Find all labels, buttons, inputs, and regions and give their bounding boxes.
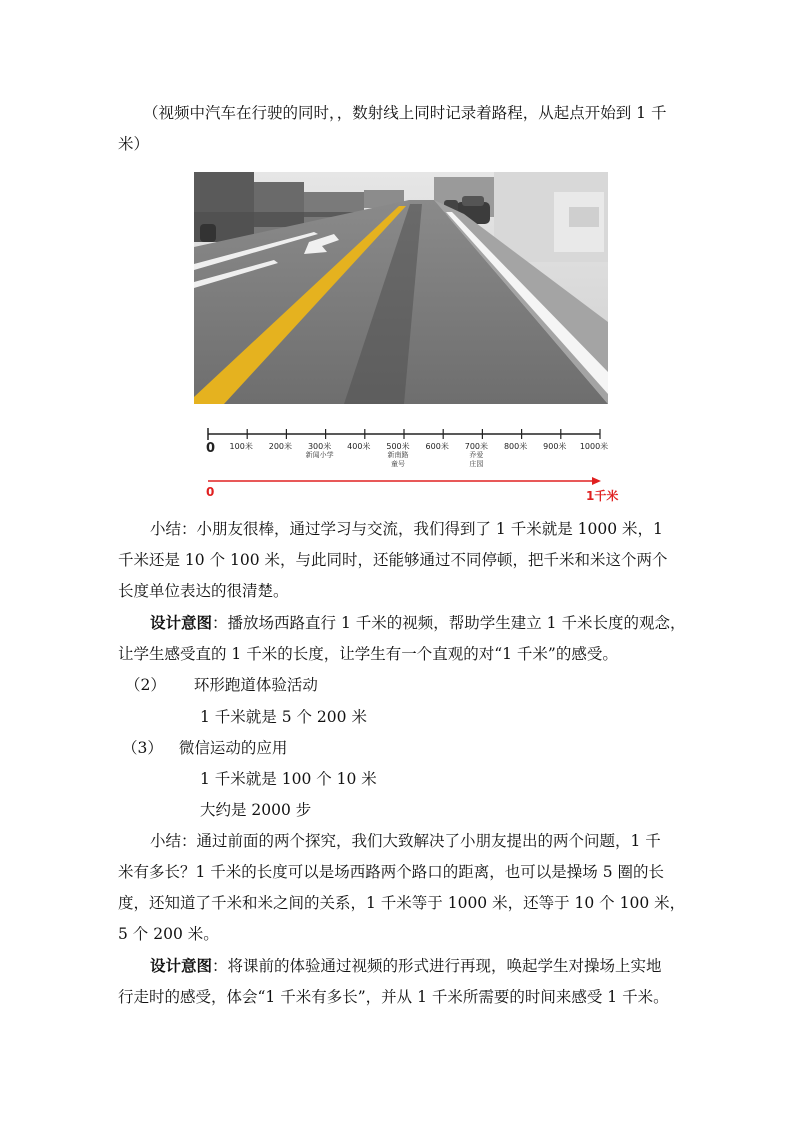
design1-label: 设计意图 (150, 613, 213, 632)
number-line-tick-label: 400米 (347, 442, 371, 451)
number-line-tick-label: 500米 (386, 442, 410, 451)
activity3-detail-2: 大约是 2000 步 (200, 801, 312, 819)
activity2-detail: 1 千米就是 5 个 200 米 (200, 708, 367, 726)
design2-text: ：将课前的体验通过视频的形式进行再现，唤起学生对操场上实地 (212, 957, 662, 975)
summary1-line-2: 千米还是 10 个 100 米，与此同时，还能够通过不同停顿，把千米和米这个两个 (118, 551, 668, 569)
intro-line-2: 米） (118, 135, 150, 153)
summary1-line-3: 长度单位表达的很清楚。 (118, 582, 289, 600)
red-arrow-head (592, 477, 601, 485)
summary2-line-2: 米有多长？1 千米的长度可以是场西路两个路口的距离，也可以是操场 5 圈的长 (118, 863, 665, 881)
intro-line-1: （视频中汽车在行驶的同时，，数射线上同时记录着路程，从起点开始到 1 千 (143, 104, 667, 122)
number-line-place-label: 新闻小学 (305, 451, 334, 459)
number-line-tick-label: 1000米 (579, 442, 609, 451)
activity3-number: （3） (122, 739, 163, 757)
red-line-start-label: 0 (206, 485, 215, 499)
summary2-line-1: 小结：通过前面的两个探究，我们大致解决了小朋友提出的两个问题，1 千 (150, 832, 661, 850)
design1-line-1 (150, 612, 685, 634)
activity3-detail-1: 1 千米就是 100 个 10 米 (200, 770, 377, 788)
number-line-tick-label: 100米 (229, 442, 253, 451)
number-line-tick-label: 900米 (543, 442, 567, 451)
design2-line-2: 行走时的感受，体会“1 千米有多长”，并从 1 千米所需要的时间来感受 1 千米。 (118, 988, 669, 1006)
activity3-heading (122, 737, 287, 759)
road-photo (194, 172, 608, 404)
summary1-line-1: 小结：小朋友很棒，通过学习与交流，我们得到了 1 千米就是 1000 米，1 (150, 520, 663, 538)
number-line-start-label: 0 (206, 441, 216, 456)
number-line-diagram (200, 418, 620, 508)
summary2-line-4: 5 个 200 米。 (118, 925, 219, 943)
number-line-place-label: 新南路 童号 (387, 451, 409, 468)
activity2-title: 环形跑道体验活动 (193, 676, 318, 694)
activity2-heading (125, 674, 318, 696)
number-line-svg (200, 418, 620, 508)
activity2-number: （2） (125, 676, 166, 694)
design1-line-2: 让学生感受直的 1 千米的长度，让学生有一个直观的对“1 千米”的感受。 (118, 645, 618, 663)
design2-label: 设计意图 (150, 956, 213, 975)
design1-text: ：播放场西路直行 1 千米的视频，帮助学生建立 1 千米长度的观念， (212, 614, 686, 632)
summary2-line-3: 度，还知道了千米和米之间的关系，1 千米等于 1000 米，还等于 10 个 100 米， (118, 894, 686, 912)
number-line-tick-label: 300米 (307, 442, 332, 451)
number-line-tick-label: 800米 (503, 442, 528, 451)
number-line-tick-label: 700米 (464, 442, 489, 451)
number-line-tick-label: 600米 (425, 442, 449, 451)
number-line-place-label: 乔爱 庄园 (469, 451, 484, 468)
design2-line-1 (150, 955, 662, 977)
number-line-tick-label: 200米 (268, 442, 293, 451)
red-line-end-label: 1千米 (586, 489, 619, 503)
activity3-title: 微信运动的应用 (178, 739, 288, 757)
road-photo-graphic (194, 172, 608, 404)
